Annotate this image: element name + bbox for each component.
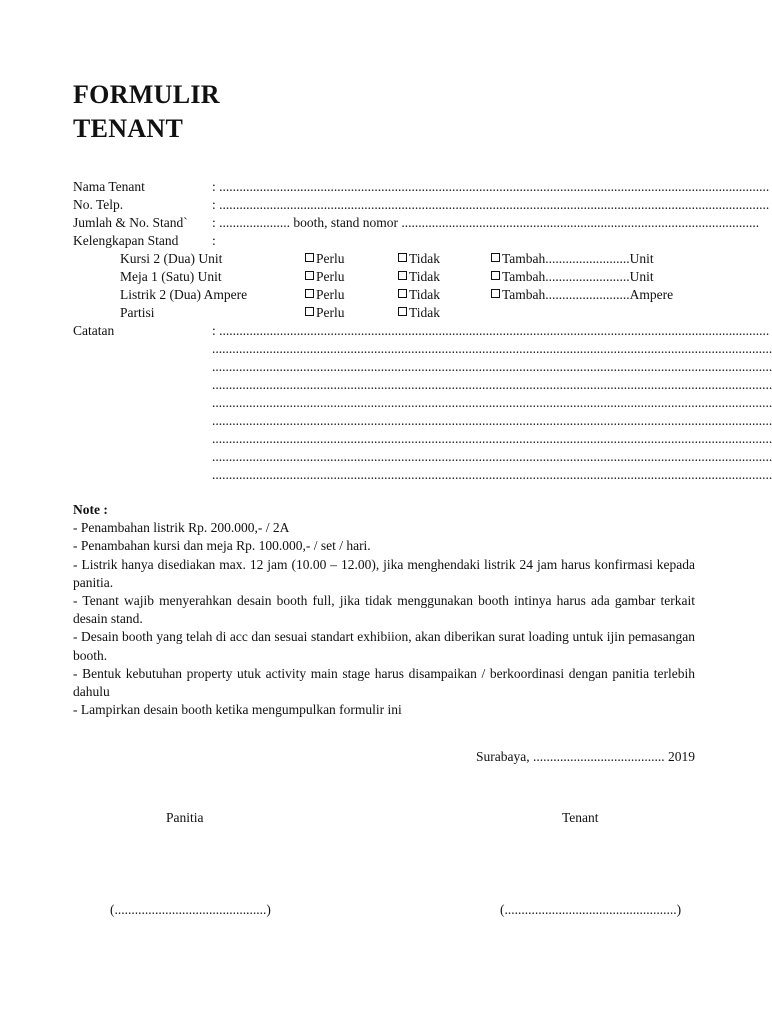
perlu-checkbox[interactable] [305, 250, 345, 268]
dotted-line: ...................................................................................................................................................................... [212, 449, 772, 464]
checkbox-icon [305, 271, 314, 280]
checkbox-label: Perlu [316, 305, 345, 320]
tidak-checkbox[interactable] [398, 250, 440, 268]
checkbox-icon [491, 271, 500, 280]
field-label: Kelengkapan Stand [73, 233, 179, 248]
dotted-line: ...................................................................................................................................................................... [212, 413, 772, 428]
dotted-line: ...................................................................................................................................................................... [212, 431, 772, 446]
notes-section [73, 501, 695, 719]
item-name: Meja 1 (Satu) Unit [120, 269, 222, 284]
checkbox-icon [305, 289, 314, 298]
item-name: Kursi 2 (Dua) Unit [120, 251, 223, 266]
note-item: - Lampirkan desain booth ketika mengumpulkan formulir ini [73, 702, 402, 718]
no-telp-input[interactable]: : ................................................................................................................................................................... [212, 197, 770, 212]
checkbox-icon [491, 289, 500, 298]
tambah-checkbox[interactable] [491, 286, 673, 304]
dotted-line: ...................................................................................................................................................................... [212, 341, 772, 356]
tenant-label: Tenant [562, 810, 599, 825]
perlu-checkbox[interactable] [305, 304, 345, 322]
note-item: - Penambahan listrik Rp. 200.000,- / 2A [73, 520, 290, 536]
field-label: Jumlah & No. Stand` [73, 215, 188, 230]
checkbox-icon [398, 307, 407, 316]
checkbox-icon [398, 253, 407, 262]
tidak-checkbox[interactable] [398, 268, 440, 286]
title-line-1: FORMULIR [73, 80, 220, 109]
item-name: Listrik 2 (Dua) Ampere [120, 287, 248, 302]
checkbox-icon [398, 271, 407, 280]
tidak-checkbox[interactable] [398, 286, 440, 304]
checkbox-icon [398, 289, 407, 298]
checkbox-label: Tidak [409, 287, 441, 302]
title-line-2: TENANT [73, 114, 184, 143]
dotted-line: ...................................................................................................................................................................... [212, 395, 772, 410]
note-item: - Desain booth yang telah di acc dan sesuai standart exhibiion, akan diberikan surat loading untuk ijin pemasangan booth. [73, 629, 695, 663]
checkbox-label: Tambah.........................Ampere [502, 287, 674, 302]
perlu-checkbox[interactable] [305, 268, 345, 286]
dotted-line: ...................................................................................................................................................................... [212, 359, 772, 374]
perlu-checkbox[interactable] [305, 286, 345, 304]
tambah-checkbox[interactable] [491, 250, 654, 268]
checkbox-label: Tidak [409, 269, 441, 284]
tenant-signature-line[interactable]: (...................................................) [500, 902, 682, 917]
item-name: Partisi [120, 305, 155, 320]
checkbox-label: Tidak [409, 305, 441, 320]
note-item: - Bentuk kebutuhan property utuk activity main stage harus disampaikan / berkoordinasi dengan panitia terlebih dahulu [73, 665, 695, 700]
tidak-checkbox[interactable] [398, 304, 440, 322]
field-label: Nama Tenant [73, 179, 145, 194]
nama-tenant-input[interactable]: : ................................................................................................................................................................... [212, 179, 770, 194]
checkbox-label: Perlu [316, 251, 345, 266]
checkbox-label: Perlu [316, 269, 345, 284]
checkbox-icon [305, 253, 314, 262]
panitia-signature-line[interactable]: (.............................................) [110, 902, 271, 917]
note-item: - Tenant wajib menyerahkan desain booth full, jika tidak menggunakan booth intinya harus ada gambar terkait desain stand. [73, 593, 695, 627]
checkbox-label: Perlu [316, 287, 345, 302]
date-line[interactable]: Surabaya, ....................................... 2019 [476, 749, 695, 764]
checkbox-label: Tambah.........................Unit [502, 251, 654, 266]
tambah-checkbox[interactable] [491, 268, 654, 286]
checkbox-label: Tambah.........................Unit [502, 269, 654, 284]
field-label: No. Telp. [73, 197, 124, 212]
field-label: Catatan [73, 323, 115, 338]
panitia-label: Panitia [166, 810, 204, 825]
dotted-line: ...................................................................................................................................................................... [212, 377, 772, 392]
jumlah-stand-input[interactable]: : ..................... booth, stand nomor .......................................................................................................... [212, 215, 760, 230]
notes-heading: Note : [73, 502, 108, 517]
note-item: - Penambahan kursi dan meja Rp. 100.000,- / set / hari. [73, 538, 371, 554]
field-colon: : [212, 233, 216, 248]
checkbox-icon [305, 307, 314, 316]
dotted-line: ...................................................................................................................................................................... [212, 467, 772, 482]
catatan-input-line[interactable]: : ................................................................................................................................................................... [212, 323, 770, 338]
form-title [73, 78, 220, 146]
note-item: - Listrik hanya disediakan max. 12 jam (10.00 – 12.00), jika menghendaki listrik 24 jam harus konfirmasi kepada panitia. [73, 556, 695, 590]
checkbox-label: Tidak [409, 251, 441, 266]
checkbox-icon [491, 253, 500, 262]
